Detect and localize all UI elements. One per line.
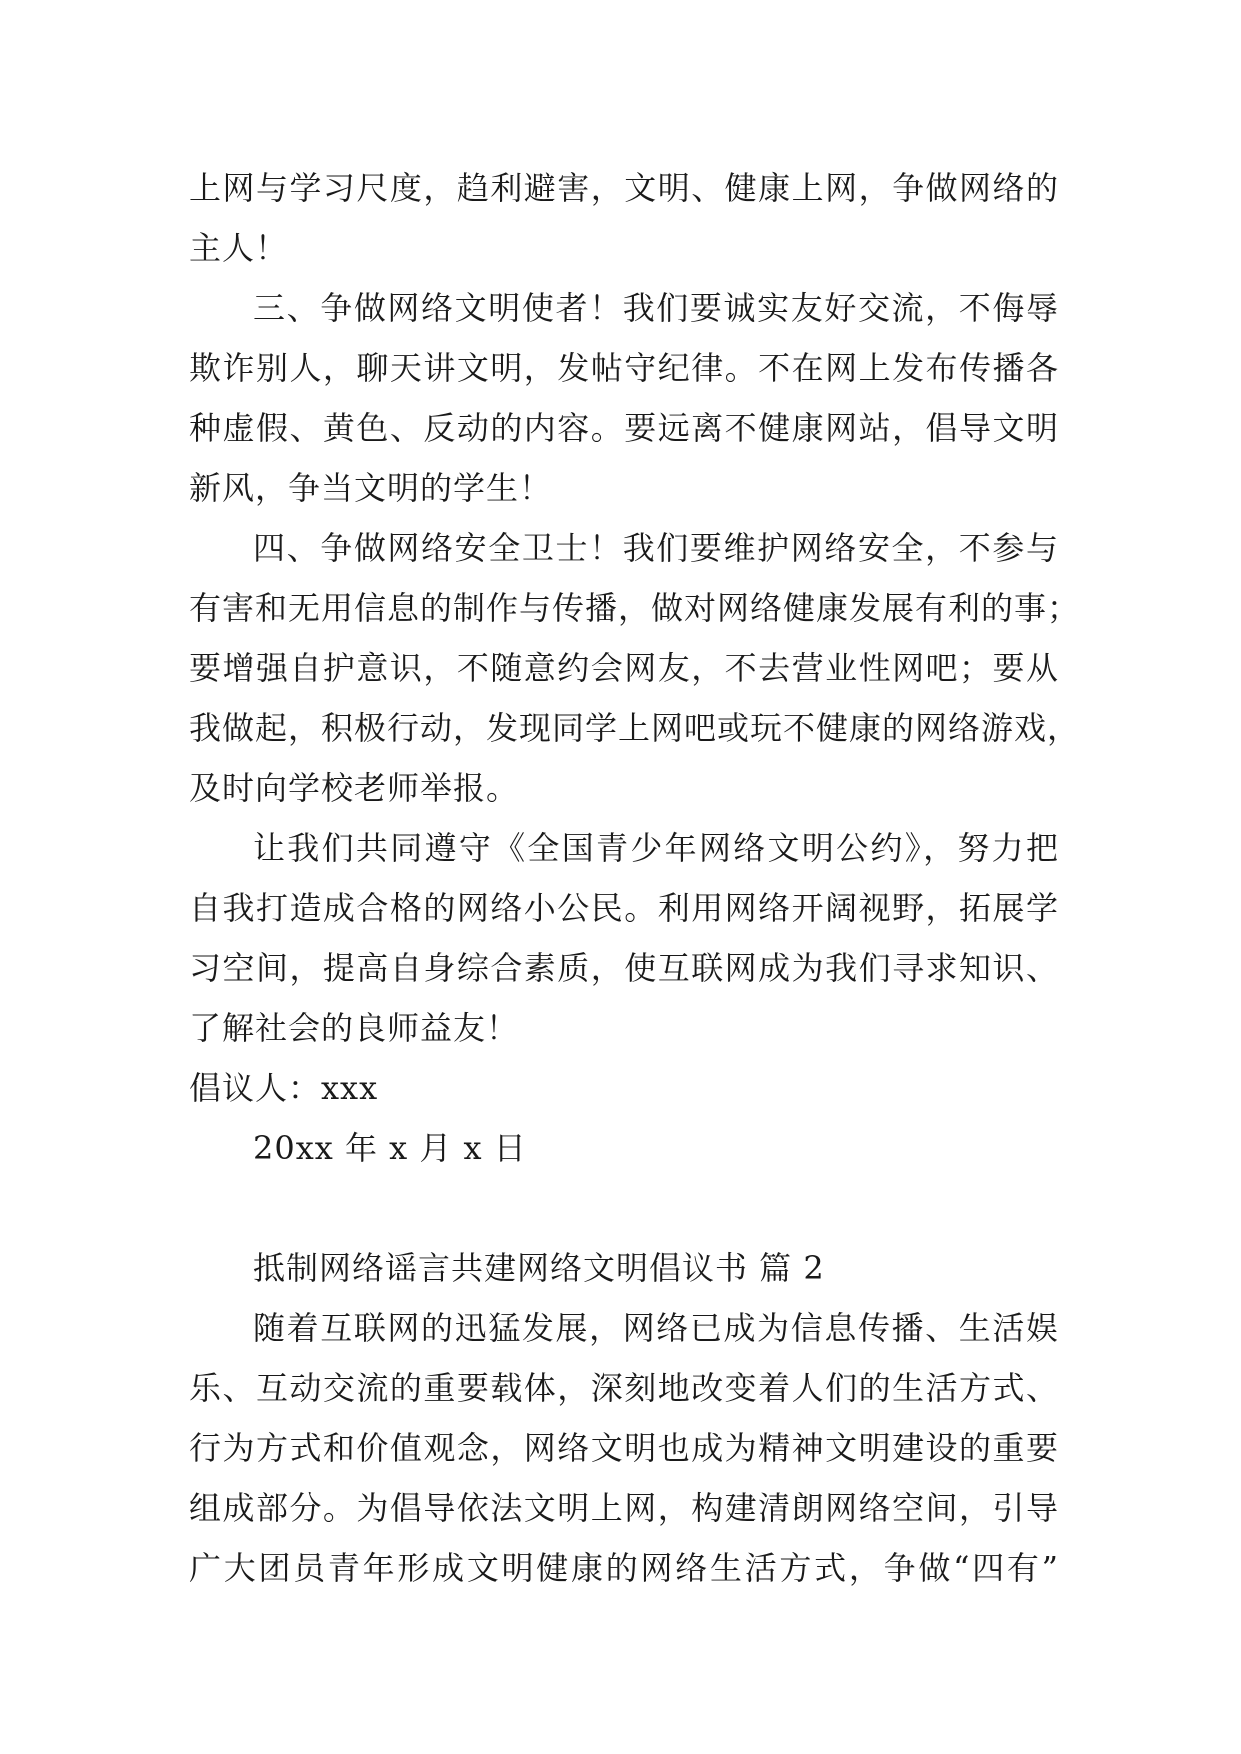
signature-line: 倡议人：xxx	[189, 1069, 379, 1107]
section-title: 抵制网络谣言共建网络文明倡议书 篇 2	[253, 1249, 825, 1287]
date-line: 20xx 年 x 月 x 日	[253, 1129, 527, 1167]
text-line: 有害和无用信息的制作与传播，做对网络健康发展有利的事；	[189, 589, 1081, 627]
text-line: 让我们共同遵守《全国青少年网络文明公约》，努力把	[253, 829, 1059, 867]
paragraph-2	[189, 278, 1059, 518]
text-line: 四、争做网络安全卫士！我们要维护网络安全，不参与	[253, 529, 1059, 567]
section-spacer	[189, 1178, 1059, 1238]
text-line: 欺诈别人，聊天讲文明，发帖守纪律。不在网上发布传播各	[189, 349, 1059, 387]
document-body	[189, 158, 1081, 1598]
text-line: 种虚假、黄色、反动的内容。要远离不健康网站，倡导文明	[189, 409, 1059, 447]
text-line: 新风，争当文明的学生！	[189, 469, 553, 507]
text-line: 主人！	[189, 229, 289, 267]
text-line: 我做起，积极行动，发现同学上网吧或玩不健康的网络游戏，	[189, 709, 1081, 747]
text-line: 习空间，提高自身综合素质，使互联网成为我们寻求知识、	[189, 949, 1059, 987]
text-line: 了解社会的良师益友！	[189, 1009, 520, 1047]
paragraph-1	[189, 158, 1059, 278]
text-line: 乐、互动交流的重要载体，深刻地改变着人们的生活方式、	[189, 1369, 1059, 1407]
text-line: 组成部分。为倡导依法文明上网，构建清朗网络空间，引导	[189, 1489, 1059, 1527]
text-line: 要增强自护意识，不随意约会网友，不去营业性网吧；要从	[189, 649, 1059, 687]
text-line: 及时向学校老师举报。	[189, 769, 520, 807]
text-line: 上网与学习尺度，趋利避害，文明、健康上网，争做网络的	[189, 169, 1059, 207]
text-line: 广大团员青年形成文明健康的网络生活方式，争做“四有”	[189, 1549, 1059, 1587]
paragraph-3	[189, 518, 1081, 818]
paragraph-4	[189, 818, 1059, 1058]
text-line: 行为方式和价值观念，网络文明也成为精神文明建设的重要	[189, 1429, 1059, 1467]
text-line: 随着互联网的迅猛发展，网络已成为信息传播、生活娱	[253, 1309, 1059, 1347]
paragraph-5	[189, 1298, 1059, 1598]
text-line: 三、争做网络文明使者！我们要诚实友好交流，不侮辱	[253, 289, 1059, 327]
text-line: 自我打造成合格的网络小公民。利用网络开阔视野，拓展学	[189, 889, 1059, 927]
